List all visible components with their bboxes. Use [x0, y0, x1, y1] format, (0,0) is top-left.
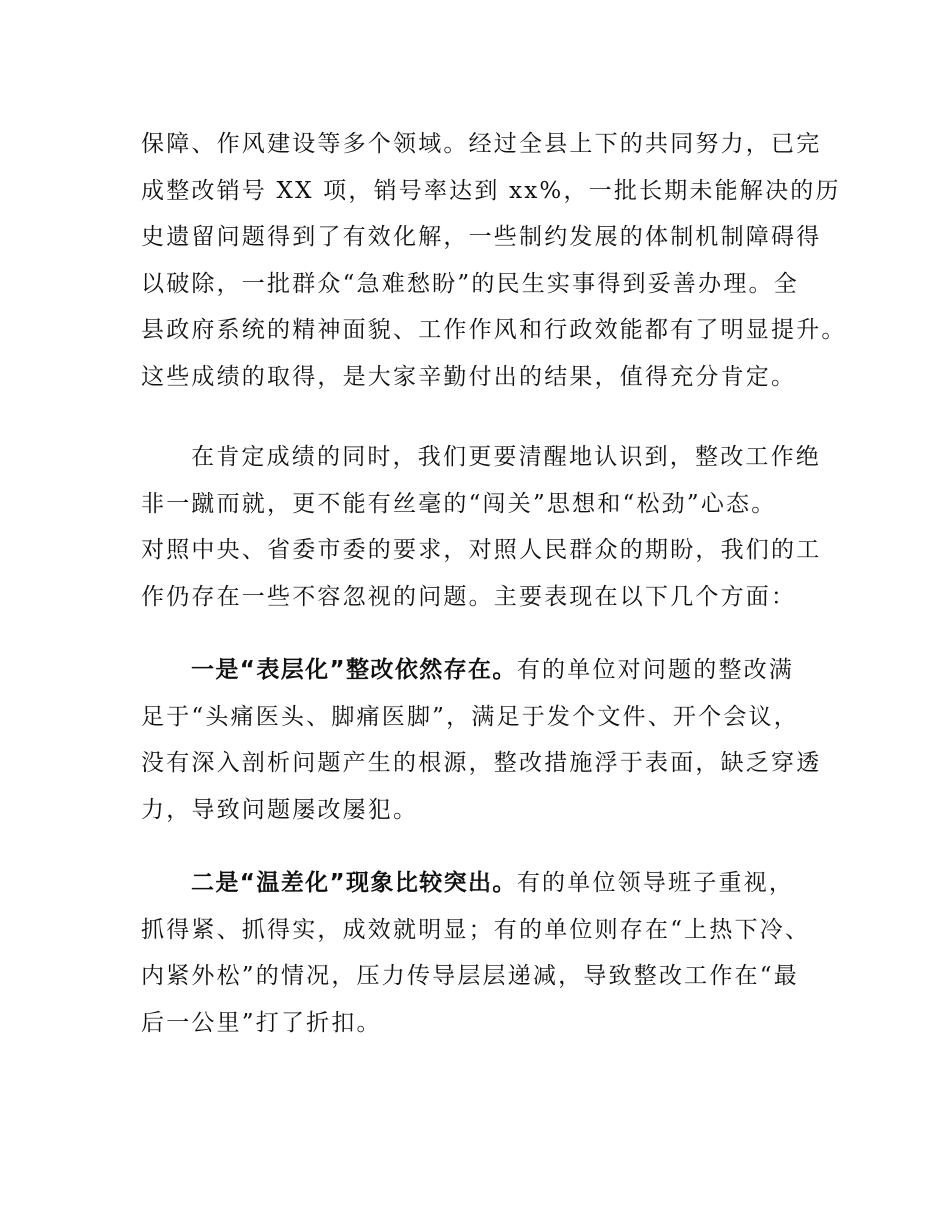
text-line: 没有深入剖析问题产生的根源，整改措施浮于表面，缺乏穿透: [141, 750, 822, 776]
text-line: [141, 647, 841, 694]
text-line: 在肯定成绩的同时，我们更要清醒地认识到，整改工作绝: [191, 444, 821, 470]
problem-text: 有的单位对问题的整改满: [516, 657, 795, 683]
text-line: 力，导致问题屡改屡犯。: [141, 796, 419, 823]
paragraph-problem-one: [141, 647, 841, 833]
text-line: [141, 860, 841, 907]
text-line: 足于“头痛医头、脚痛医脚”，满足于发个文件、开个会议，: [141, 703, 799, 730]
text-line: 保障、作风建设等多个领域。经过全县上下的共同努力，已完: [141, 131, 822, 157]
text-line: 县政府系统的精神面貌、工作作风和行政效能都有了明显提升。: [141, 317, 847, 343]
text-line: 非一蹴而就，更不能有丝毫的“闯关”思想和“松劲”心态。: [141, 490, 777, 517]
text-line: 史遗留问题得到了有效化解，一些制约发展的体制机制障碍得: [141, 224, 822, 250]
text-line: 抓得紧、抓得实，成效就明显；有的单位则存在“上热下冷、: [141, 916, 811, 943]
paragraph-achievements: [141, 121, 847, 400]
text-line: 作仍存在一些不容忽视的问题。主要表现在以下几个方面：: [141, 583, 797, 610]
paragraph-problem-two: [141, 860, 841, 1046]
text-line: 后一公里”打了折扣。: [141, 1009, 382, 1036]
text-line: 对照中央、省委市委的要求，对照人民群众的期盼，我们的工: [141, 537, 822, 563]
problem-text: 有的单位领导班子重视，: [516, 870, 795, 896]
text-line: 这些成绩的取得，是大家辛勤付出的结果，值得充分肯定。: [141, 363, 797, 390]
problem-heading: 一是“表层化”整改依然存在。: [191, 657, 517, 683]
text-line: 内紧外松”的情况，压力传导层层递减，导致整改工作在“最: [141, 963, 799, 989]
paragraph-problems-intro: [141, 434, 841, 620]
problem-heading: 二是“温差化”现象比较突出。: [191, 870, 517, 896]
text-line: 成整改销号 XX 项，销号率达到 xx%，一批长期未能解决的历: [141, 177, 841, 204]
text-line: 以破除，一批群众“急难愁盼”的民生实事得到妥善办理。全: [141, 270, 799, 297]
